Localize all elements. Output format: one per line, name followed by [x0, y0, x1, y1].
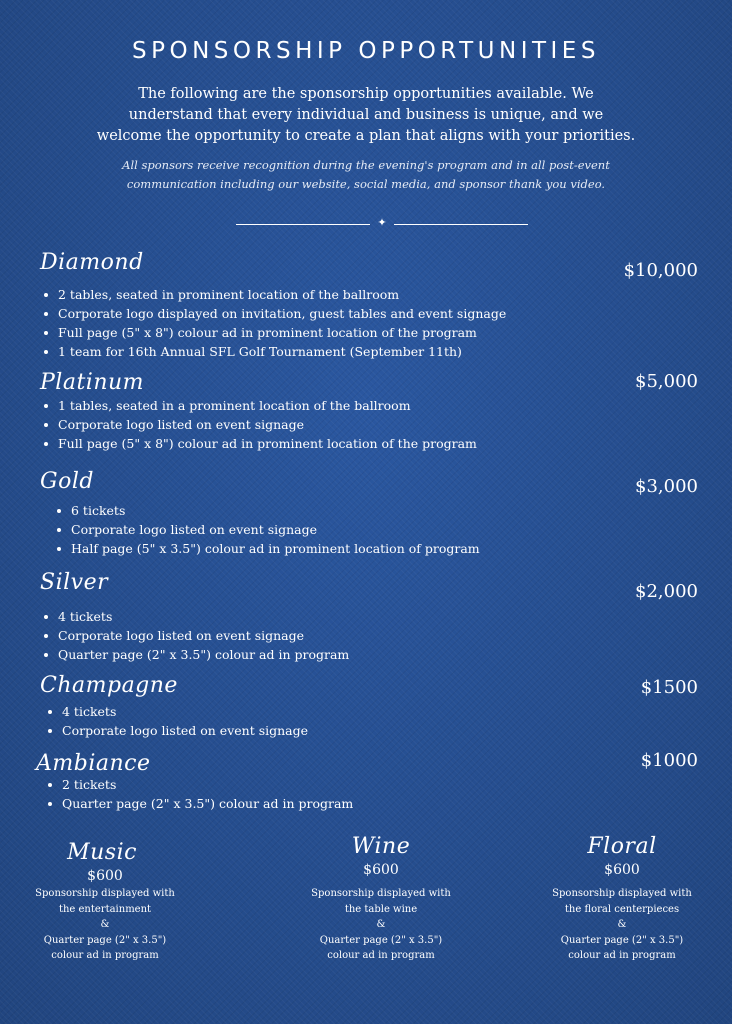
tier-price-silver: $2,000 [635, 581, 698, 602]
addon-line: & [100, 919, 110, 930]
recognition-note: All sponsors receive recognition during the evening's program and in all post-event communication including our website, social media, and sponsor thank you video. [122, 158, 610, 191]
list-item: Quarter page (2" x 3.5") colour ad in program [46, 794, 353, 813]
divider-line-left [236, 224, 370, 225]
page-title: SPONSORSHIP OPPORTUNITIES [132, 38, 600, 64]
addon-price: $600 [87, 868, 123, 884]
tier-benefits-silver [42, 607, 349, 664]
addon-line: colour ad in program [568, 950, 676, 961]
tier-price-diamond: $10,000 [623, 260, 698, 281]
addon-line: the table wine [344, 903, 418, 915]
list-item: 2 tickets [46, 775, 353, 794]
addon-description [286, 886, 476, 964]
list-item: 1 tables, seated in a prominent location of the ballroom [42, 396, 477, 415]
addon-line: the floral centerpieces [564, 903, 680, 915]
tier-name-diamond: Diamond [40, 250, 144, 275]
list-item: Corporate logo listed on event signage [46, 721, 308, 740]
list-item: 4 tickets [46, 702, 308, 721]
addon-line: Quarter page (2" x 3.5") [319, 934, 443, 946]
tier-benefits-gold [55, 501, 480, 558]
tier-benefits-champagne [46, 702, 308, 740]
sparkle-icon: ✦ [377, 216, 387, 229]
list-item: Half page (5" x 3.5") colour ad in prominent location of program [55, 539, 480, 558]
tier-price-platinum: $5,000 [635, 371, 698, 392]
intro-text: The following are the sponsorship opportunities available. We understand that every individual and business is unique, and we welcome the opportunity to create a plan that aligns with your priorities. [96, 86, 636, 144]
addon-line: Quarter page (2" x 3.5") [43, 934, 167, 946]
tier-benefits-platinum [42, 396, 477, 453]
addon-price: $600 [604, 862, 640, 878]
addon-price: $600 [363, 862, 399, 878]
addon-name: Music [67, 840, 137, 865]
addon-line: colour ad in program [51, 950, 159, 961]
list-item: 2 tables, seated in prominent location of the ballroom [42, 285, 506, 304]
section-divider [236, 216, 528, 229]
list-item: Corporate logo listed on event signage [55, 520, 480, 539]
list-item: Full page (5" x 8") colour ad in prominent location of the program [42, 434, 477, 453]
tier-name-gold: Gold [40, 469, 94, 494]
addon-music [10, 840, 200, 964]
tier-price-gold: $3,000 [635, 476, 698, 497]
addon-description [527, 886, 717, 964]
list-item: Corporate logo listed on event signage [42, 626, 349, 645]
addon-description [10, 886, 200, 964]
addon-line: & [376, 919, 386, 930]
tier-benefits-diamond [42, 285, 506, 361]
addon-wine [286, 834, 476, 964]
tier-price-ambiance: $1000 [640, 750, 698, 771]
addon-line: Quarter page (2" x 3.5") [560, 934, 684, 946]
addon-line: Sponsorship displayed with [552, 888, 692, 899]
list-item: 6 tickets [55, 501, 480, 520]
divider-line-right [394, 224, 528, 225]
list-item: 4 tickets [42, 607, 349, 626]
list-item: Full page (5" x 8") colour ad in prominent location of the program [42, 323, 506, 342]
addon-line: Sponsorship displayed with [35, 888, 175, 899]
tier-name-silver: Silver [40, 570, 109, 595]
tier-price-champagne: $1500 [640, 677, 698, 698]
tier-name-ambiance: Ambiance [36, 751, 151, 776]
addon-name: Wine [351, 834, 411, 859]
list-item: 1 team for 16th Annual SFL Golf Tournament (September 11th) [42, 342, 506, 361]
addon-floral [527, 834, 717, 964]
addon-line: & [617, 919, 627, 930]
addon-line: colour ad in program [327, 950, 435, 961]
addon-line: the entertainment [58, 903, 152, 915]
addon-name: Floral [587, 834, 657, 859]
tier-name-champagne: Champagne [40, 673, 178, 698]
tier-name-platinum: Platinum [40, 370, 145, 395]
list-item: Corporate logo listed on event signage [42, 415, 477, 434]
tier-benefits-ambiance [46, 775, 353, 813]
list-item: Quarter page (2" x 3.5") colour ad in program [42, 645, 349, 664]
list-item: Corporate logo displayed on invitation, guest tables and event signage [42, 304, 506, 323]
addon-line: Sponsorship displayed with [311, 888, 451, 899]
